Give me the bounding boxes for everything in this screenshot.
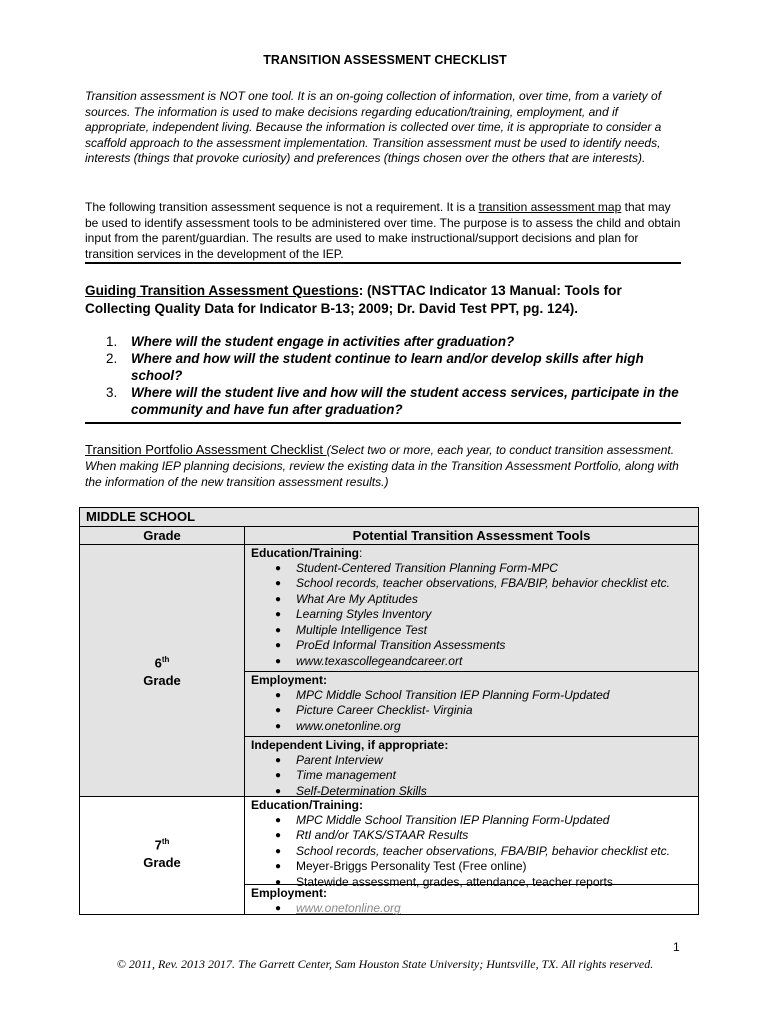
list-item-text: Picture Career Checklist- Virginia bbox=[296, 703, 473, 718]
list-item-text: RtI and/or TAKS/STAAR Results bbox=[296, 828, 469, 843]
bullet-icon: ● bbox=[275, 754, 282, 766]
page-title: TRANSITION ASSESSMENT CHECKLIST bbox=[263, 53, 507, 67]
grade-7-tools bbox=[245, 797, 698, 914]
question-number: 2. bbox=[106, 351, 118, 366]
section-heading: Independent Living, if appropriate: bbox=[251, 738, 449, 752]
list-item-text: ProEd Informal Transition Assessments bbox=[296, 638, 506, 653]
education-training-section bbox=[245, 797, 698, 889]
bullet-icon: ● bbox=[275, 624, 282, 636]
portfolio-title: Transition Portfolio Assessment Checklist bbox=[85, 442, 327, 457]
question-item bbox=[106, 350, 686, 384]
tool-list bbox=[251, 688, 698, 735]
grade-7-cell bbox=[80, 797, 245, 914]
question-text: Where will the student engage in activities after graduation? bbox=[131, 334, 515, 349]
question-number: 3. bbox=[106, 385, 118, 400]
intro-paragraph: Transition assessment is NOT one tool. It is an on-going collection of information, over time, from a variety of sources. The information is used to make decisions regarding education/training, employment, and if appropriate, independent living. Because the information is collected over time, it is appropriate to consider a scaffold approach to the assessment implementation. Transition assessment must be used to identify needs, interests (things that provoke curiosity) and preferences (things chosen over the others that are interests). bbox=[85, 89, 662, 166]
list-item[interactable] bbox=[251, 719, 698, 735]
tool-list bbox=[251, 813, 698, 891]
section-heading bbox=[251, 546, 698, 561]
bullet-icon: ● bbox=[275, 720, 282, 732]
list-item bbox=[251, 592, 698, 608]
question-text: Where and how will the student continue to learn and/or develop skills after high school? bbox=[131, 351, 644, 383]
divider-line bbox=[85, 262, 681, 264]
bullet-icon: ● bbox=[275, 640, 282, 652]
list-item bbox=[251, 561, 698, 577]
bullet-icon: ● bbox=[275, 562, 282, 574]
list-item-text: Meyer-Briggs Personality Test (Free online) bbox=[296, 859, 527, 874]
question-text: Where will the student live and how will the student access services, participate in the community and have fun after graduation? bbox=[131, 385, 679, 417]
section-heading: Education/Training: bbox=[251, 798, 364, 812]
divider-line bbox=[85, 422, 681, 424]
bullet-icon: ● bbox=[275, 845, 282, 857]
list-item-link[interactable]: www.texascollegeandcareer.ort bbox=[296, 654, 463, 669]
list-item bbox=[251, 688, 698, 704]
section-heading: Employment: bbox=[251, 886, 328, 900]
table-header-row bbox=[80, 526, 698, 544]
list-item bbox=[251, 768, 698, 784]
bullet-icon: ● bbox=[275, 689, 282, 701]
list-item bbox=[251, 828, 698, 844]
list-item bbox=[251, 844, 698, 860]
list-item-text: Learning Styles Inventory bbox=[296, 607, 432, 622]
grade-number: 7 bbox=[154, 837, 162, 853]
list-item bbox=[251, 784, 698, 800]
list-item-text: Parent Interview bbox=[296, 752, 383, 767]
grade-suffix: th bbox=[161, 655, 170, 664]
bullet-icon: ● bbox=[275, 830, 282, 842]
portfolio-paragraph bbox=[85, 442, 683, 490]
guiding-questions-heading bbox=[85, 282, 683, 318]
list-item[interactable] bbox=[251, 654, 698, 670]
grade-6-tools bbox=[245, 545, 698, 796]
section-heading-colon: : bbox=[359, 546, 363, 560]
list-item-text: MPC Middle School Transition IEP Planning Form-Updated bbox=[296, 687, 610, 702]
list-item bbox=[251, 703, 698, 719]
sequence-text-start: The following transition assessment sequence is not a requirement. It is a bbox=[85, 200, 479, 214]
transition-assessment-map-link[interactable]: transition assessment map bbox=[478, 200, 622, 214]
guiding-heading-source: : (NSTTAC Indicator 13 Manual: Tools for Collecting Quality Data for Indicator B-13; 2009; Dr. David Test PPT, pg. 124). bbox=[85, 283, 622, 316]
grade-number: 6 bbox=[154, 655, 162, 671]
list-item-text: What Are My Aptitudes bbox=[296, 591, 418, 606]
list-item-text: School records, teacher observations, FBA/BIP, behavior checklist etc. bbox=[296, 843, 670, 858]
grade-suffix: th bbox=[161, 837, 170, 846]
section-heading-text: Education/Training bbox=[251, 546, 360, 560]
bullet-icon: ● bbox=[275, 876, 282, 888]
list-item-link[interactable]: www.onetonline.org bbox=[296, 900, 401, 915]
grade-6-cell bbox=[80, 545, 245, 796]
list-item-link[interactable]: www.onetonline.org bbox=[296, 718, 401, 733]
question-number: 1. bbox=[106, 334, 118, 349]
grade-7-label bbox=[80, 833, 244, 872]
list-item bbox=[251, 875, 698, 891]
education-training-section bbox=[245, 545, 698, 671]
grade-word: Grade bbox=[143, 855, 181, 871]
bullet-icon: ● bbox=[275, 785, 282, 797]
guiding-questions-list bbox=[106, 333, 686, 418]
footer-copyright: © 2011, Rev. 2013 2017. The Garrett Center, Sam Houston State University; Huntsville, TX. All rights reserved. bbox=[116, 957, 654, 971]
grade-column-header: Grade bbox=[80, 527, 245, 544]
table-section-header: MIDDLE SCHOOL bbox=[80, 508, 698, 526]
question-item bbox=[106, 384, 686, 418]
list-item-text: MPC Middle School Transition IEP Planning Form-Updated bbox=[296, 812, 610, 827]
tool-list bbox=[251, 901, 698, 917]
list-item bbox=[251, 859, 698, 875]
bullet-icon: ● bbox=[275, 770, 282, 782]
sequence-paragraph bbox=[85, 200, 683, 262]
list-item[interactable] bbox=[251, 901, 698, 917]
sequence-text-end: that may be used to identify assessment tools to be administered over time. The purpose is to assess the child and obtain input from the parent/guardian. The results are used to make instructional/support decisions and plan for transition services in the development of the IEP. bbox=[85, 200, 681, 261]
page-number: 1 bbox=[673, 940, 680, 954]
list-item-text: Multiple Intelligence Test bbox=[296, 622, 427, 637]
tool-list bbox=[251, 753, 698, 800]
bullet-icon: ● bbox=[275, 705, 282, 717]
grade-word: Grade bbox=[143, 673, 181, 689]
question-item bbox=[106, 333, 686, 350]
bullet-icon: ● bbox=[275, 861, 282, 873]
section-heading: Employment: bbox=[251, 673, 328, 687]
list-item bbox=[251, 638, 698, 654]
employment-section bbox=[245, 671, 698, 736]
bullet-icon: ● bbox=[275, 902, 282, 914]
bullet-icon: ● bbox=[275, 593, 282, 605]
bullet-icon: ● bbox=[275, 814, 282, 826]
list-item-text: Self-Determination Skills bbox=[296, 783, 427, 798]
grade-6-row bbox=[80, 544, 698, 796]
portfolio-note: (Select two or more, each year, to conduct transition assessment. When making IEP planning decisions, review the existing data in the Transition Assessment Portfolio, along with the information of the new transition assessment results.) bbox=[85, 443, 679, 489]
tool-list bbox=[251, 561, 698, 670]
assessment-table bbox=[79, 507, 699, 915]
list-item bbox=[251, 753, 698, 769]
tools-column-header: Potential Transition Assessment Tools bbox=[352, 528, 591, 543]
list-item-text: Statewide assessment, grades, attendance, teacher reports bbox=[296, 874, 613, 889]
independent-living-section bbox=[245, 736, 698, 798]
list-item-text: Student-Centered Transition Planning Form-MPC bbox=[296, 560, 558, 575]
list-item bbox=[251, 607, 698, 623]
list-item bbox=[251, 623, 698, 639]
list-item bbox=[251, 813, 698, 829]
grade-7-row bbox=[80, 796, 698, 914]
list-item-text: School records, teacher observations, FBA/BIP, behavior checklist etc. bbox=[296, 576, 670, 591]
list-item-text: Time management bbox=[296, 768, 396, 783]
bullet-icon: ● bbox=[275, 656, 282, 668]
guiding-heading-title: Guiding Transition Assessment Questions bbox=[85, 283, 359, 298]
bullet-icon: ● bbox=[275, 609, 282, 621]
list-item bbox=[251, 576, 698, 592]
grade-6-label bbox=[80, 651, 244, 690]
bullet-icon: ● bbox=[275, 578, 282, 590]
